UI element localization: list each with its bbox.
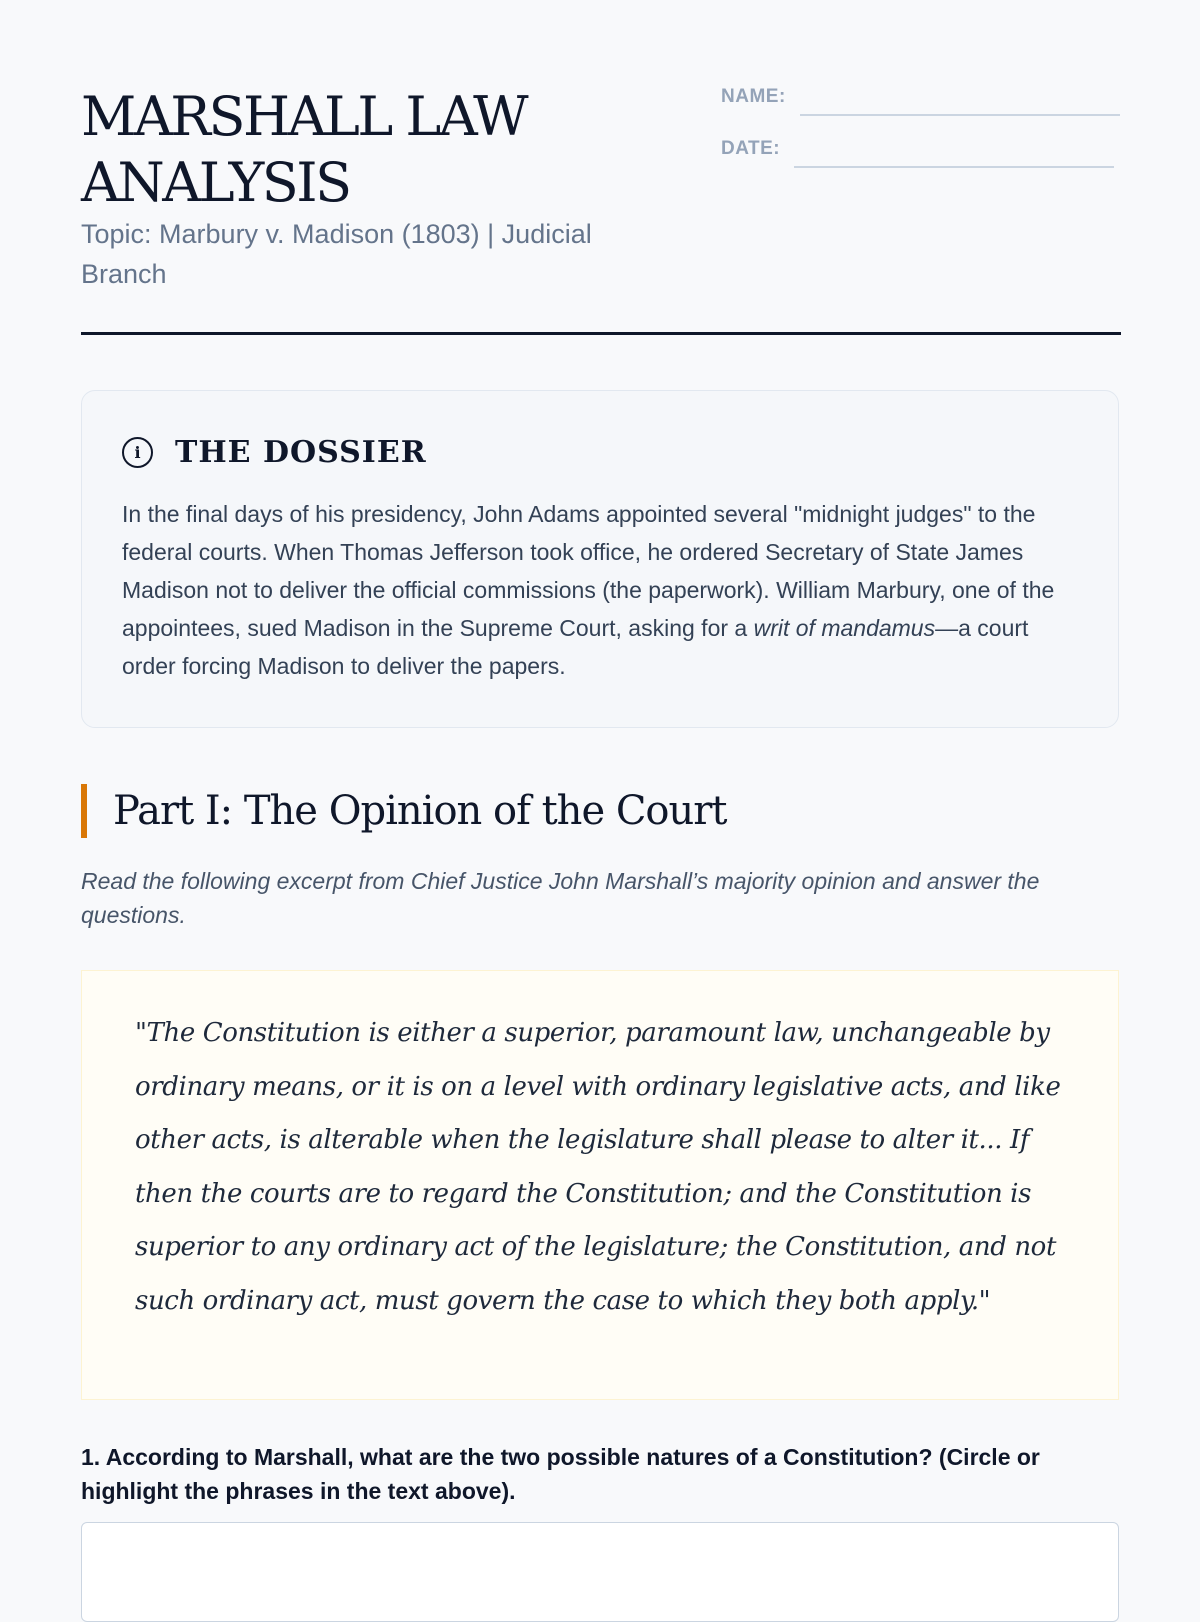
dossier-heading	[122, 435, 427, 470]
part-title: Part I: The Opinion of the Court	[113, 788, 727, 834]
name-input-line[interactable]	[800, 84, 1120, 116]
instructions: Read the following excerpt from Chief Justice John Marshall’s majority opinion and answer the questions.	[81, 868, 1040, 928]
name-label: NAME:	[721, 86, 786, 107]
date-label: DATE:	[721, 138, 781, 159]
topic-line: Topic: Marbury v. Madison (1803) | Judicial Branch	[81, 219, 592, 289]
dossier-text-start: In the final days of his presidency, John Adams appointed several "midnight judges" to the federal courts. When Thomas Jefferson took office, he ordered Secretary of State James Madison not to deliver the official commissions (the paperwork). William Marbury, one of the appointees, sued Madison in the Supreme Court, asking for a	[122, 501, 1055, 641]
answer-box-1[interactable]	[81, 1522, 1119, 1622]
accent-bar	[81, 784, 87, 838]
question-1: 1. According to Marshall, what are the two possible natures of a Constitution? (Circle or highlight the phrases in the text above).	[81, 1444, 1040, 1504]
info-icon: i	[122, 437, 153, 468]
header-divider	[81, 332, 1121, 335]
excerpt-quote: "The Constitution is either a superior, paramount law, unchangeable by ordinary means, or it is on a level with ordinary legislative acts, and like other acts, is alterable when the legislature shall please to alter it... If then the courts are to regard the Constitution; and the Constitution is superior to any ordinary act of the legislature; the Constitution, and not such ordinary act, must govern the case to which they both apply."	[135, 1018, 1061, 1316]
page-title: MARSHALL LAW ANALYSIS	[81, 85, 527, 214]
dossier-body	[122, 495, 1082, 685]
date-input-line[interactable]	[794, 136, 1114, 168]
date-field	[721, 136, 1114, 168]
dossier-title: THE DOSSIER	[175, 435, 427, 470]
part-heading	[81, 784, 726, 838]
worksheet-header	[81, 84, 1121, 336]
dossier-text-end: —a court order forcing Madison to deliver the papers.	[122, 615, 1029, 679]
excerpt-box	[81, 970, 1119, 1400]
name-field	[721, 84, 1120, 116]
dossier-card	[81, 390, 1119, 728]
dossier-emphasis: writ of mandamus	[753, 615, 936, 641]
